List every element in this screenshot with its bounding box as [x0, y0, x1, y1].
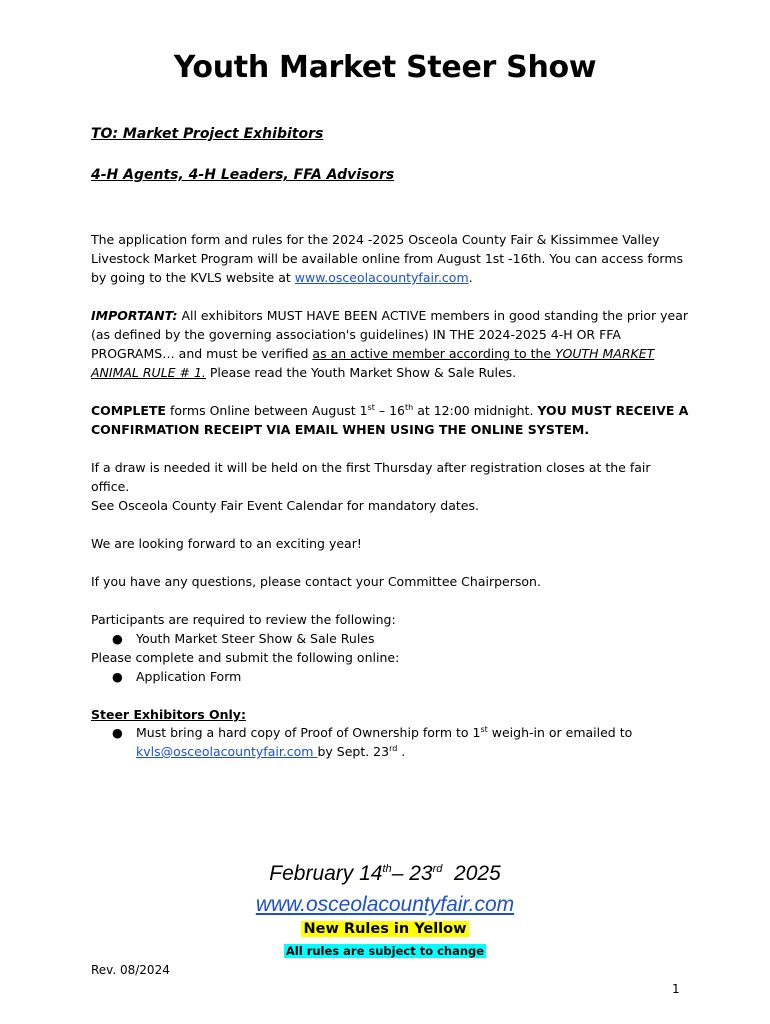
- submit-list-item: [112, 667, 241, 686]
- event-dates: [0, 862, 770, 886]
- steer-item-deadline: by Sept. 23: [317, 744, 390, 759]
- complete-text-dash: – 16: [374, 403, 405, 418]
- questions-note: If you have any questions, please contact your Committee Chairperson.: [91, 574, 541, 589]
- steer-sup-st: st: [480, 724, 488, 734]
- submit-item-text: Application Form: [136, 669, 242, 684]
- important-text: All exhibitors MUST HAVE BEEN ACTIVE members in good standing the prior year (as defined by the governing association's guidelines) IN THE 2024-2025 4-H OR FFA PROGRAMS… and must be verified: [91, 308, 689, 361]
- subject-to-change-row: [0, 943, 770, 958]
- steer-item-end: .: [397, 744, 406, 759]
- steer-item-text-2: weigh-in or emailed to: [487, 725, 633, 740]
- youth-market-rule-ref: YOUTH MARKET ANIMAL RULE # 1.: [91, 346, 655, 380]
- agents-line: 4-H Agents, 4-H Leaders, FFA Advisors: [91, 167, 395, 183]
- review-intro: Participants are required to review the following:: [91, 612, 396, 627]
- complete-sup-th: th: [405, 402, 414, 412]
- complete-label: COMPLETE: [91, 403, 166, 418]
- bullet-icon: ●: [112, 631, 123, 646]
- review-list-item: [112, 629, 375, 648]
- page-number: 1: [672, 982, 680, 996]
- event-year: 2025: [442, 862, 501, 885]
- calendar-note: See Osceola County Fair Event Calendar for mandatory dates.: [91, 498, 479, 513]
- kvls-email-link[interactable]: kvls@osceolacountyfair.com: [136, 744, 318, 759]
- subject-to-change-highlight: All rules are subject to change: [285, 944, 485, 958]
- intro-paragraph: [91, 230, 691, 287]
- intro-text: The application form and rules for the 2024 -2025 Osceola County Fair & Kissimmee Valley Livestock Market Program will be available online from August 1st -16th. You can access forms by going to the KVLS website at: [91, 232, 684, 285]
- complete-text: forms Online between August 1: [165, 403, 368, 418]
- event-sup-th: th: [382, 863, 392, 875]
- looking-forward-note: We are looking forward to an exciting year!: [91, 536, 362, 551]
- steer-exhibitors-heading: Steer Exhibitors Only:: [91, 707, 246, 722]
- bullet-icon: ●: [112, 669, 123, 684]
- intro-period: .: [468, 270, 473, 285]
- important-label: IMPORTANT:: [91, 308, 178, 323]
- important-underlined: as an active member according to the: [312, 346, 556, 361]
- steer-sup-rd: rd: [389, 743, 398, 753]
- fair-website-link[interactable]: www.osceolacountyfair.com: [255, 893, 515, 916]
- steer-list-item-cont: [136, 742, 405, 761]
- new-rules-row: [0, 921, 770, 937]
- event-date-start: February 14: [269, 862, 383, 885]
- new-rules-highlight: New Rules in Yellow: [303, 921, 467, 937]
- steer-list-item: [112, 723, 672, 742]
- important-text-end: Please read the Youth Market Show & Sale Rules.: [205, 365, 517, 380]
- steer-item-text: Must bring a hard copy of Proof of Ownership form to 1: [136, 725, 481, 740]
- page-title: Youth Market Steer Show: [173, 50, 597, 85]
- draw-note: If a draw is needed it will be held on the first Thursday after registration closes at the fair office.: [91, 460, 651, 494]
- footer-url-row: [0, 893, 770, 917]
- revision-label: Rev. 08/2024: [91, 963, 170, 977]
- submit-intro: Please complete and submit the following online:: [91, 650, 400, 665]
- important-paragraph: [91, 306, 691, 382]
- complete-text-midnight: at 12:00 midnight.: [413, 403, 538, 418]
- review-item-text: Youth Market Steer Show & Sale Rules: [136, 631, 375, 646]
- complete-sup-st: st: [367, 402, 375, 412]
- event-date-end: – 23: [391, 862, 433, 885]
- to-line: TO: Market Project Exhibitors: [91, 126, 324, 142]
- kvls-website-link[interactable]: www.osceolacountyfair.com: [294, 270, 469, 285]
- bullet-icon: ●: [112, 725, 123, 740]
- complete-paragraph: [91, 401, 691, 439]
- confirmation-warning: YOU MUST RECEIVE A CONFIRMATION RECEIPT VIA EMAIL WHEN USING THE ONLINE SYSTEM.: [91, 403, 689, 437]
- event-sup-rd: rd: [432, 863, 443, 875]
